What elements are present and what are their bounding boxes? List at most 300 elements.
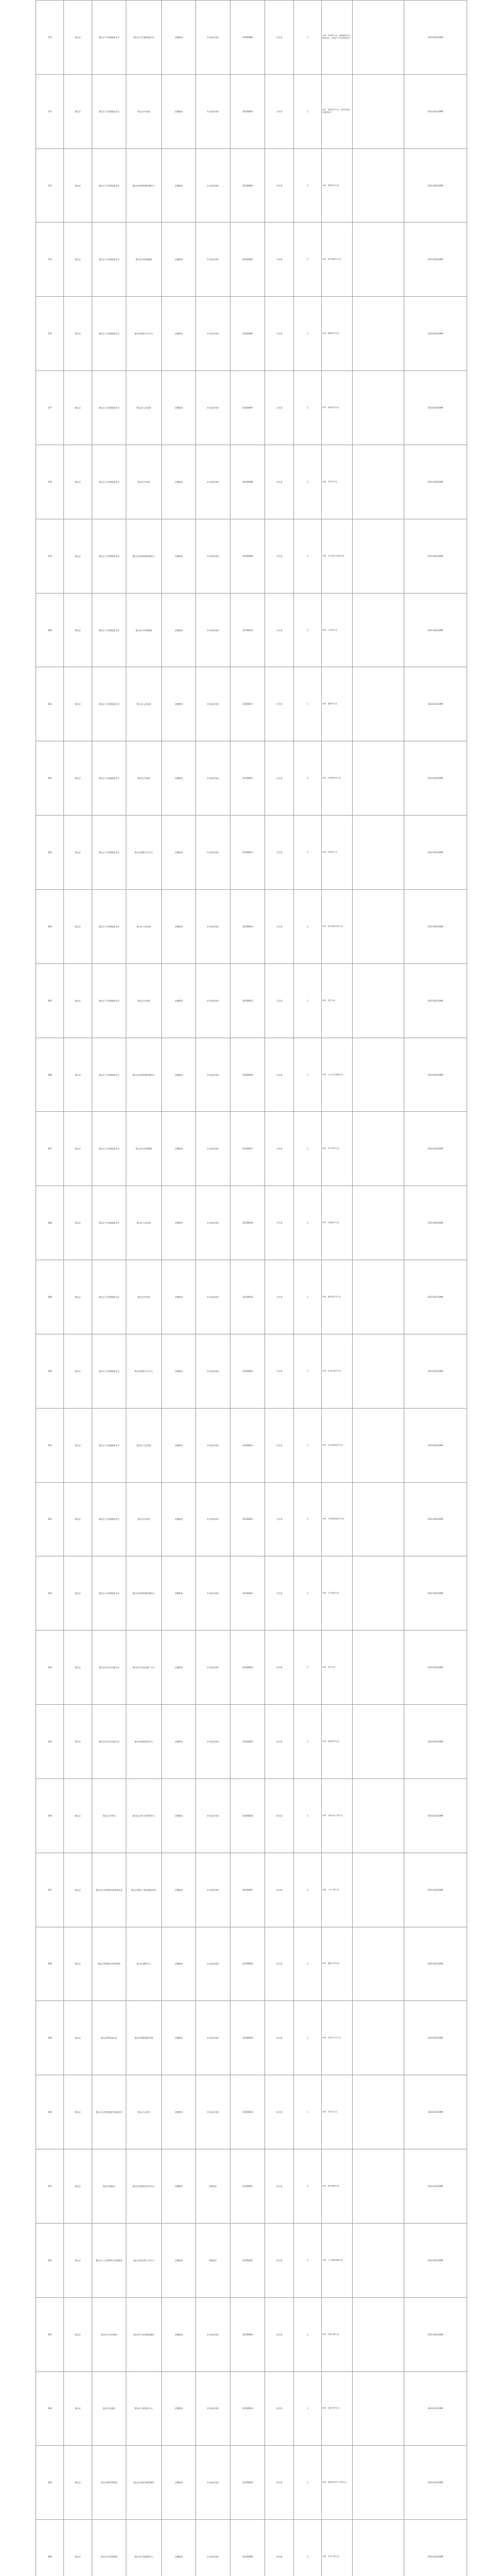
cell-contact: 023-41421099 [404,1556,467,1631]
cell-post-type: 全额拨款 [162,593,196,667]
cell-category: 综合类 [265,1853,294,1927]
cell-post-type: 全额拨款 [162,2446,196,2520]
cell-post-name: 专业技术岗位 [196,2371,230,2446]
cell-post-name: 专业技术岗位 [196,1408,230,1482]
cell-dept: 璧山区中医院 [126,741,162,816]
cell-dept: 璧山区财政投资评审中心 [126,2149,162,2224]
cell-seq: 298 [36,1927,64,2001]
cell-region: 璧山区 [64,2223,92,2297]
cell-reqs: 本科：精神医学专业 [322,297,353,371]
cell-reqs: 本科：儿科学专业 [322,593,353,667]
cell-region: 璧山区 [64,1,92,75]
cell-post-code: 14150811 [230,667,265,741]
cell-region: 璧山区 [64,445,92,519]
cell-seq: 291 [36,1408,64,1482]
cell-other [353,593,404,667]
cell-contact: 023-41421099 [404,1853,467,1927]
cell-post-type: 全额拨款 [162,2297,196,2371]
cell-post-code: 14150812 [230,741,265,816]
cell-post-code: 14150833 [230,2297,265,2371]
cell-post-code: 14150827 [230,1853,265,1927]
cell-post-code: 14150803 [230,74,265,148]
cell-unit: 璧山区卫生健康委员会 [92,741,126,816]
cell-num: 1 [294,593,322,667]
cell-num: 1 [294,1112,322,1186]
cell-contact: 023-41421099 [404,1408,467,1482]
cell-contact: 023-41421099 [404,2149,467,2224]
cell-other [353,1260,404,1334]
cell-post-name: 专业技术岗位 [196,741,230,816]
cell-num: 1 [294,1631,322,1705]
cell-region: 璧山区 [64,2371,92,2446]
cell-post-type: 全额拨款 [162,1778,196,1853]
cell-post-name: 专业技术岗位 [196,371,230,445]
cell-category: 卫生类 [265,445,294,519]
cell-unit: 璧山区卫生健康委员会 [92,889,126,963]
cell-contact: 023-41421099 [404,1112,467,1186]
cell-region: 璧山区 [64,297,92,371]
cell-region: 璧山区 [64,1705,92,1779]
cell-num: 1 [294,2075,322,2149]
cell-unit: 璧山区卫生健康委员会 [92,297,126,371]
cell-category: 卫生类 [265,593,294,667]
cell-unit: 璧山区城市管理局 [92,2446,126,2520]
cell-post-type: 全额拨款 [162,223,196,297]
cell-reqs: 本科：护理学专业 [322,816,353,890]
cell-post-name: 专业技术岗位 [196,1038,230,1112]
cell-unit: 璧山区卫生健康委员会 [92,1260,126,1334]
cell-num: 1 [294,2297,322,2371]
cell-dept: 璧山区公路养护中心 [126,2371,162,2446]
cell-seq: 273 [36,74,64,148]
cell-unit: 璧山区卫生健康委员会 [92,223,126,297]
cell-dept: 璧山区中医院 [126,1482,162,1556]
cell-unit: 璧山区卫生健康委员会 [92,593,126,667]
cell-num: 1 [294,1927,322,2001]
cell-post-code: 14150828 [230,1927,265,2001]
cell-other [353,2297,404,2371]
table-row [36,2075,467,2149]
cell-post-code: 14150809 [230,519,265,593]
cell-reqs: 本科：中西医临床医学专业 [322,1482,353,1556]
cell-post-type: 全额拨款 [162,148,196,223]
cell-other [353,445,404,519]
cell-other [353,1112,404,1186]
cell-post-type: 全额拨款 [162,74,196,148]
cell-post-type: 全额拨款 [162,1705,196,1779]
cell-post-code: 14150829 [230,2001,265,2075]
cell-unit: 璧山区生态环境局 [92,2297,126,2371]
table-row [36,223,467,297]
cell-contact: 023-41421099 [404,1,467,75]
cell-num: 1 [294,2371,322,2446]
cell-num: 1 [294,297,322,371]
cell-post-code: 14150804 [230,148,265,223]
table-row [36,74,467,148]
cell-contact: 023-41421099 [404,2223,467,2297]
cell-dept: 璧山区精神卫生中心 [126,297,162,371]
cell-post-type: 全额拨款 [162,445,196,519]
cell-post-type: 全额拨款 [162,1408,196,1482]
cell-dept: 璧山区妇幼保健院 [126,223,162,297]
table-row [36,1186,467,1260]
cell-seq: 280 [36,593,64,667]
cell-dept: 璧山区中医院 [126,1260,162,1334]
cell-post-name: 专业技术岗位 [196,889,230,963]
cell-contact: 023-41421099 [404,2371,467,2446]
cell-contact: 023-41421099 [404,1778,467,1853]
cell-unit: 璧山区卫生健康委员会 [92,1482,126,1556]
cell-contact: 023-41421099 [404,741,467,816]
cell-category: 综合类 [265,2223,294,2297]
cell-post-name: 专业技术岗位 [196,1853,230,1927]
cell-other [353,2001,404,2075]
cell-post-type: 全额拨款 [162,1631,196,1705]
cell-post-type: 全额拨款 [162,1186,196,1260]
cell-contact: 023-41421099 [404,223,467,297]
cell-category: 卫生类 [265,297,294,371]
cell-post-name: 专业技术岗位 [196,1631,230,1705]
cell-unit: 璧山区卫生健康委员会 [92,519,126,593]
cell-num: 1 [294,2149,322,2224]
cell-post-name: 专业技术岗位 [196,1556,230,1631]
cell-post-code: 14150836 [230,2520,265,2576]
cell-dept: 璧山区妇幼保健院 [126,593,162,667]
cell-contact: 023-41421099 [404,2001,467,2075]
table-row [36,1,467,75]
cell-seq: 292 [36,1482,64,1556]
cell-other [353,519,404,593]
cell-region: 璧山区 [64,1482,92,1556]
cell-dept: 璧山区中医院 [126,74,162,148]
cell-post-type: 全额拨款 [162,1334,196,1408]
cell-post-type: 全额拨款 [162,1853,196,1927]
cell-post-type: 全额拨款 [162,2223,196,2297]
cell-seq: 278 [36,445,64,519]
cell-reqs: 本科：农学专业 [322,1631,353,1705]
cell-region: 璧山区 [64,371,92,445]
cell-other [353,371,404,445]
cell-post-name: 专业技术岗位 [196,1,230,75]
cell-post-type: 全额拨款 [162,519,196,593]
cell-reqs: 本科：环境工程专业 [322,2297,353,2371]
cell-region: 璧山区 [64,1334,92,1408]
cell-other [353,2371,404,2446]
cell-post-name: 专业技术岗位 [196,2520,230,2576]
cell-other [353,148,404,223]
cell-dept: 璧山区就业和人才中心 [126,2223,162,2297]
cell-num: 1 [294,1186,322,1260]
cell-post-name: 专业技术岗位 [196,148,230,223]
table-row [36,1556,467,1631]
table-row [36,1705,467,1779]
cell-reqs: 本科：医学影像学专业 [322,223,353,297]
cell-reqs: 本科：水利水电工程专业 [322,1778,353,1853]
cell-post-code: 14150830 [230,2075,265,2149]
cell-post-name: 专业技术岗位 [196,74,230,148]
cell-post-type: 全额拨款 [162,1038,196,1112]
cell-seq: 276 [36,297,64,371]
cell-reqs: 本科：妇产科学专业 [322,1112,353,1186]
cell-other [353,2149,404,2224]
cell-dept: 璧山区人民医院 [126,667,162,741]
cell-reqs: 本科：医学影像技术专业 [322,1408,353,1482]
cell-num: 1 [294,889,322,963]
cell-seq: 303 [36,2297,64,2371]
cell-post-name: 专业技术岗位 [196,2075,230,2149]
cell-num: 1 [294,1705,322,1779]
cell-num: 1 [294,148,322,223]
cell-post-code: 14150810 [230,593,265,667]
cell-contact: 023-41421099 [404,593,467,667]
cell-other [353,1927,404,2001]
cell-post-type: 全额拨款 [162,1,196,75]
cell-seq: 288 [36,1186,64,1260]
cell-post-name: 专业技术岗位 [196,1927,230,2001]
cell-region: 璧山区 [64,1853,92,1927]
cell-post-code: 14150825 [230,1705,265,1779]
cell-unit: 璧山区卫生健康委员会 [92,1408,126,1482]
table-row [36,816,467,890]
cell-post-code: 14150822 [230,1482,265,1556]
cell-num: 1 [294,223,322,297]
cell-contact: 023-41421099 [404,371,467,445]
cell-seq: 300 [36,2075,64,2149]
cell-dept: 璧山区建设工程质量监督站 [126,1853,162,1927]
cell-num: 1 [294,963,322,1038]
cell-contact: 023-41421099 [404,2446,467,2520]
cell-post-name: 专业技术岗位 [196,223,230,297]
cell-region: 璧山区 [64,816,92,890]
cell-reqs: 本科：公共卫生管理专业 [322,1038,353,1112]
cell-reqs: 本科：财务管理专业 [322,2149,353,2224]
cell-dept: 璧山区测绘中心 [126,1927,162,2001]
cell-seq: 294 [36,1631,64,1705]
cell-category: 综合类 [265,2001,294,2075]
cell-region: 璧山区 [64,1408,92,1482]
cell-region: 璧山区 [64,1927,92,2001]
cell-post-code: 14150816 [230,1038,265,1112]
cell-post-code: 14150808 [230,445,265,519]
table-row [36,593,467,667]
cell-category: 综合类 [265,2297,294,2371]
cell-contact: 023-41421099 [404,1038,467,1112]
cell-num: 1 [294,2223,322,2297]
cell-num: 1 [294,445,322,519]
cell-num: 1 [294,2001,322,2075]
cell-unit: 璧山区卫生健康委员会 [92,1112,126,1186]
cell-category: 卫生类 [265,1260,294,1334]
table-row [36,2297,467,2371]
cell-unit: 璧山区卫生健康委员会 [92,148,126,223]
cell-reqs: 本科：临床医学专业，具有执业医师资格证书 [322,74,353,148]
table-row [36,889,467,963]
cell-dept: 璧山区人民医院 [126,371,162,445]
cell-region: 璧山区 [64,1038,92,1112]
cell-seq: 277 [36,371,64,445]
cell-unit: 璧山区人力资源和社会保障局 [92,2223,126,2297]
cell-category: 综合类 [265,2446,294,2520]
cell-category: 综合类 [265,1631,294,1705]
table-row [36,2149,467,2224]
cell-seq: 293 [36,1556,64,1631]
table-row [36,1334,467,1408]
cell-post-name: 专业技术岗位 [196,1334,230,1408]
cell-num: 1 [294,74,322,148]
cell-reqs: 本科：安全工程专业 [322,2520,353,2576]
cell-category: 卫生类 [265,1408,294,1482]
table-row [36,1408,467,1482]
table-row [36,2001,467,2075]
cell-category: 综合类 [265,2149,294,2224]
cell-category: 卫生类 [265,371,294,445]
cell-num: 1 [294,2520,322,2576]
cell-unit: 璧山区卫生健康委员会 [92,1556,126,1631]
cell-post-name: 专业技术岗位 [196,1778,230,1853]
cell-other [353,889,404,963]
cell-other [353,1631,404,1705]
cell-reqs: 专科：护理学专业，普通高校全日制毕业生，具有护士执业资格证书 [322,1,353,75]
cell-reqs: 本科：卫生检验与检疫专业 [322,519,353,593]
cell-contact: 023-41421099 [404,1631,467,1705]
cell-num: 1 [294,667,322,741]
cell-post-code: 14150814 [230,889,265,963]
cell-reqs: 本科：人力资源管理专业 [322,2223,353,2297]
cell-unit: 璧山区卫生健康委员会 [92,816,126,890]
cell-seq: 275 [36,223,64,297]
cell-dept: 璧山区应急救援中心 [126,2520,162,2576]
cell-category: 卫生类 [265,963,294,1038]
cell-post-code: 14150802 [230,1,265,75]
cell-other [353,1482,404,1556]
cell-category: 综合类 [265,2371,294,2446]
cell-contact: 023-41421099 [404,74,467,148]
cell-region: 璧山区 [64,2075,92,2149]
cell-dept: 璧山区文化馆 [126,2075,162,2149]
cell-post-code: 14150831 [230,2149,265,2224]
cell-contact: 023-41421099 [404,1260,467,1334]
cell-seq: 283 [36,816,64,890]
cell-post-type: 全额拨款 [162,741,196,816]
cell-other [353,2075,404,2149]
cell-category: 卫生类 [265,1,294,75]
cell-contact: 023-41421099 [404,2075,467,2149]
cell-contact: 023-41421099 [404,1186,467,1260]
cell-contact: 023-41421099 [404,2297,467,2371]
cell-post-name: 专业技术岗位 [196,1482,230,1556]
cell-unit: 璧山区交通局 [92,2371,126,2446]
table-row [36,2371,467,2446]
cell-post-code: 14150832 [230,2223,265,2297]
table-row [36,1853,467,1927]
cell-category: 卫生类 [265,1186,294,1260]
cell-num: 1 [294,816,322,890]
cell-contact: 023-41421099 [404,889,467,963]
cell-post-type: 全额拨款 [162,1112,196,1186]
cell-dept: 璧山区妇幼保健院 [126,1112,162,1186]
cell-other [353,297,404,371]
cell-region: 璧山区 [64,1778,92,1853]
cell-category: 综合类 [265,1705,294,1779]
cell-post-name: 管理岗位 [196,2223,230,2297]
cell-post-code: 14150823 [230,1556,265,1631]
cell-region: 璧山区 [64,2520,92,2576]
table-row [36,1038,467,1112]
cell-post-name: 专业技术岗位 [196,2297,230,2371]
cell-num: 1 [294,1334,322,1408]
table-row [36,1631,467,1705]
cell-seq: 305 [36,2446,64,2520]
cell-num: 1 [294,1,322,75]
cell-contact: 023-41421099 [404,667,467,741]
cell-seq: 299 [36,2001,64,2075]
cell-region: 璧山区 [64,2001,92,2075]
table-row [36,1260,467,1334]
cell-seq: 302 [36,2223,64,2297]
cell-num: 1 [294,1408,322,1482]
cell-dept: 璧山区精神卫生中心 [126,1334,162,1408]
cell-dept: 璧山区人民医院 [126,889,162,963]
cell-category: 卫生类 [265,741,294,816]
cell-dept: 璧山区中医院 [126,963,162,1038]
table-row [36,371,467,445]
cell-category: 综合类 [265,1927,294,2001]
cell-region: 璧山区 [64,741,92,816]
table-row [36,1778,467,1853]
cell-num: 1 [294,1260,322,1334]
cell-unit: 璧山区住房和城乡建设委员会 [92,1853,126,1927]
cell-num: 1 [294,2446,322,2520]
cell-unit: 璧山区卫生健康委员会 [92,74,126,148]
cell-category: 综合类 [265,2075,294,2149]
cell-seq: 284 [36,889,64,963]
cell-num: 1 [294,371,322,445]
cell-reqs: 本科：口腔医学专业 [322,1186,353,1260]
cell-post-type: 全额拨款 [162,1927,196,2001]
cell-post-code: 14150826 [230,1778,265,1853]
cell-seq: 304 [36,2371,64,2446]
cell-region: 璧山区 [64,74,92,148]
table-row [36,445,467,519]
cell-post-code: 14150815 [230,963,265,1038]
cell-post-type: 全额拨款 [162,2001,196,2075]
cell-post-type: 全额拨款 [162,2149,196,2224]
cell-region: 璧山区 [64,223,92,297]
cell-category: 卫生类 [265,223,294,297]
cell-other [353,1038,404,1112]
table-row [36,1927,467,2001]
cell-reqs: 本科：药学专业 [322,963,353,1038]
cell-post-code: 14150813 [230,816,265,890]
cell-category: 卫生类 [265,1556,294,1631]
cell-category: 综合类 [265,2520,294,2576]
cell-num: 1 [294,519,322,593]
cell-post-code: 14150818 [230,1186,265,1260]
cell-seq: 286 [36,1038,64,1112]
cell-dept: 璧山区人民医院 [126,1186,162,1260]
cell-category: 综合类 [265,1778,294,1853]
cell-contact: 023-41421099 [404,1927,467,2001]
cell-post-type: 全额拨款 [162,297,196,371]
cell-reqs: 本科：交通工程专业 [322,2371,353,2446]
cell-unit: 璧山区卫生健康委员会 [92,445,126,519]
cell-other [353,816,404,890]
table-row [36,1112,467,1186]
cell-post-name: 专业技术岗位 [196,445,230,519]
cell-category: 卫生类 [265,1482,294,1556]
cell-seq: 289 [36,1260,64,1334]
cell-reqs: 本科：卫生检验专业 [322,1556,353,1631]
